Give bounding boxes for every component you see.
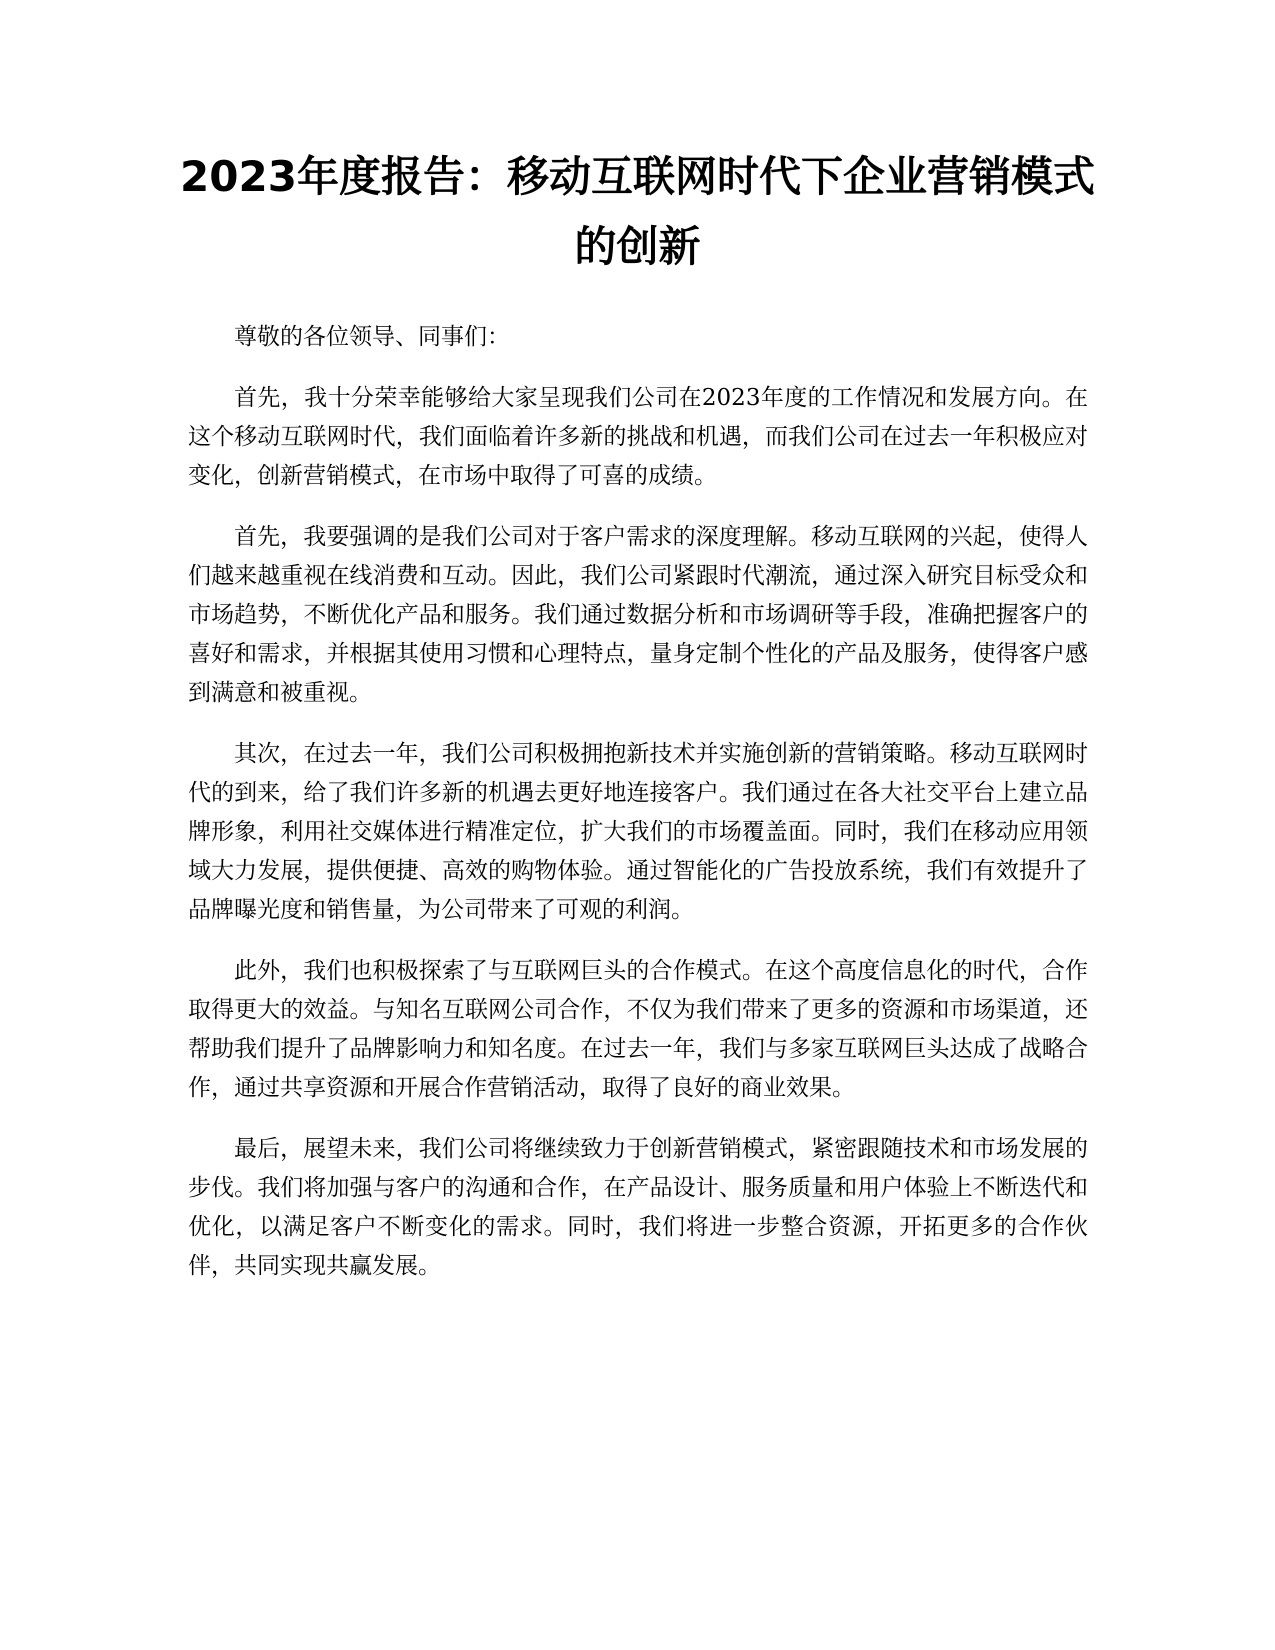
paragraph-partnerships: 此外，我们也积极探索了与互联网巨头的合作模式。在这个高度信息化的时代，合作取得更大的效益。与知名互联网公司合作，不仅为我们带来了更多的资源和市场渠道，还帮助我们提升了品牌影响力和知名度。在过去一年，我们与多家互联网巨头达成了战略合作，通过共享资源和开展合作营销活动，取得了良好的商业效果。 bbox=[188, 958, 1088, 1101]
document-title: 2023年度报告：移动互联网时代下企业营销模式的创新 bbox=[180, 152, 1095, 271]
paragraph-new-technology: 其次，在过去一年，我们公司积极拥抱新技术并实施创新的营销策略。移动互联网时代的到来，给了我们许多新的机遇去更好地连接客户。我们通过在各大社交平台上建立品牌形象，利用社交媒体进行精准定位，扩大我们的市场覆盖面。同时，我们在移动应用领域大力发展，提供便捷、高效的购物体验。通过智能化的广告投放系统，我们有效提升了品牌曝光度和销售量，为公司带来了可观的利润。 bbox=[188, 741, 1088, 923]
paragraph-customer-needs: 首先，我要强调的是我们公司对于客户需求的深度理解。移动互联网的兴起，使得人们越来越重视在线消费和互动。因此，我们公司紧跟时代潮流，通过深入研究目标受众和市场趋势，不断优化产品和服务。我们通过数据分析和市场调研等手段，准确把握客户的喜好和需求，并根据其使用习惯和心理特点，量身定制个性化的产品及服务，使得客户感到满意和被重视。 bbox=[188, 524, 1088, 706]
paragraph-outlook: 最后，展望未来，我们公司将继续致力于创新营销模式，紧密跟随技术和市场发展的步伐。我们将加强与客户的沟通和合作，在产品设计、服务质量和用户体验上不断迭代和优化，以满足客户不断变化的需求。同时，我们将进一步整合资源，开拓更多的合作伙伴，共同实现共赢发展。 bbox=[188, 1136, 1088, 1279]
paragraph-intro: 首先，我十分荣幸能够给大家呈现我们公司在2023年度的工作情况和发展方向。在这个移动互联网时代，我们面临着许多新的挑战和机遇，而我们公司在过去一年积极应对变化，创新营销模式，在市场中取得了可喜的成绩。 bbox=[188, 385, 1088, 489]
salutation: 尊敬的各位领导、同事们： bbox=[234, 324, 510, 350]
document-body bbox=[188, 318, 1088, 1308]
